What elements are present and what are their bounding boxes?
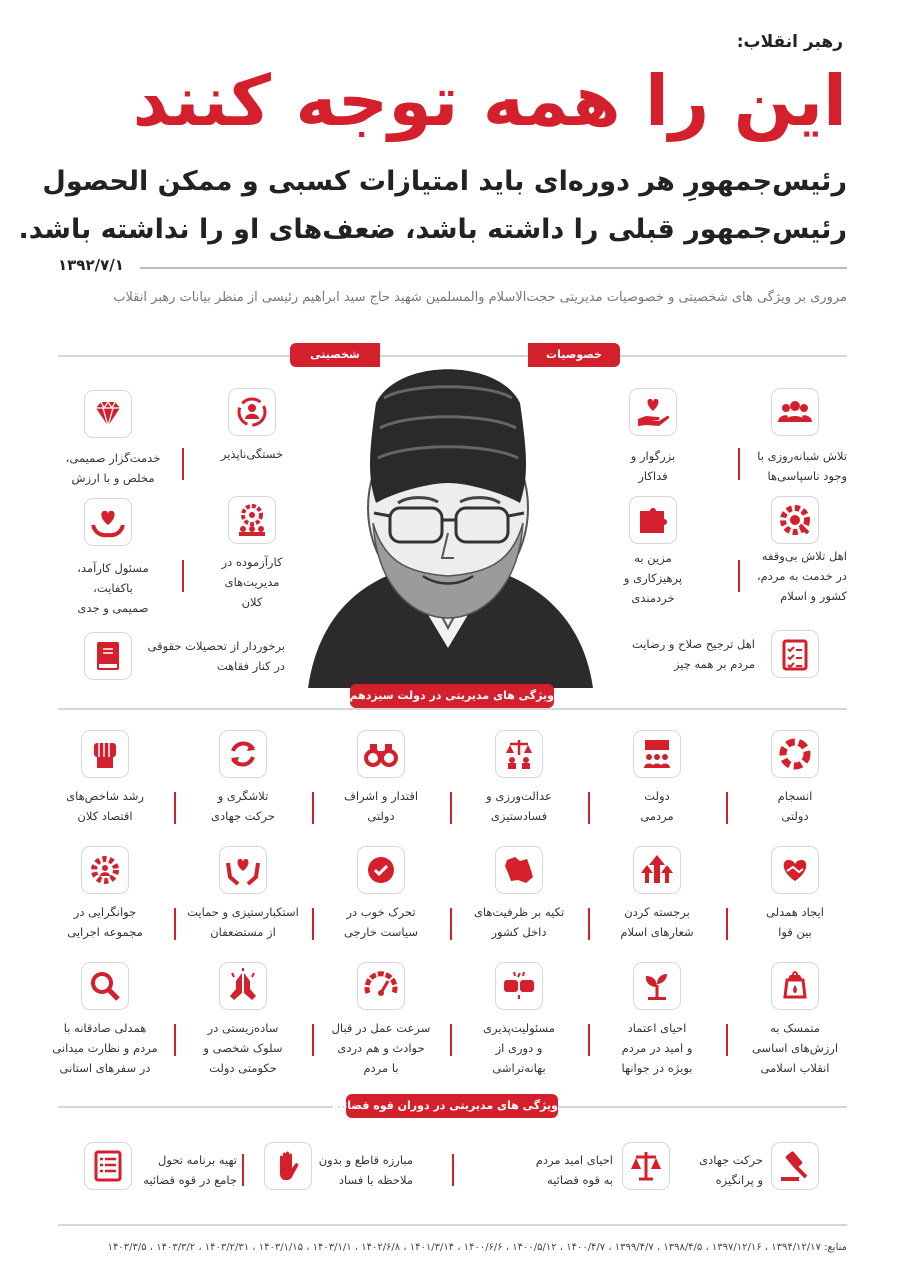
iran-map-icon [495,846,543,894]
separator [450,1024,452,1056]
government-trait-label: استکبارستیزی و حمایت از مستضعفان [187,905,299,939]
trait-label: برخوردار از تحصیلات حقوقی در کنار فقاهت [147,639,285,673]
people-board-icon [633,730,681,778]
lantern-icon [771,962,819,1010]
person-cycle-icon [228,388,276,436]
diamond-icon [84,390,132,438]
trait-label: خدمت‌گزار صمیمی، مخلص و با ارزش [65,451,161,485]
heart-hands-icon [84,498,132,546]
pill-judiciary: ویژگی های مدیریتی در دوران قوه قضائیه [346,1094,558,1118]
quote-line-1: رئیس‌جمهورِ هر دوره‌ای باید امتیازات کسبی و ممکن الحصول [42,166,847,197]
team-gear-icon [228,496,276,544]
government-trait-label: سرعت عمل در قبال حوادث و هم دردی با مردم [331,1021,431,1075]
judiciary-label: مبارزه قاطع و بدون ملاحظه با فساد [318,1153,413,1187]
trait-label: اهل ترجیح صلاح و رضایت مردم بر همه چیز [631,637,755,671]
government-trait-label: متمسک به ارزش‌های اساسی انقلاب اسلامی [751,1021,839,1075]
up-arrows-icon [633,846,681,894]
protect-heart-icon [219,846,267,894]
government-trait-label: مسئولیت‌پذیری و دوری از بهانه‌تراشی [483,1021,555,1075]
check-circle-icon [357,846,405,894]
separator [312,1024,314,1056]
divider [140,267,847,269]
separator [174,792,176,824]
separator [242,1154,244,1186]
footer-rule [58,1224,847,1226]
government-trait-label: تکیه بر ظرفیت‌های داخل کشور [473,905,565,939]
separator [312,908,314,940]
gauge-icon [357,962,405,1010]
separator [726,792,728,824]
trait-label: بزرگوار و فداکار [630,449,676,483]
government-trait-label: اقتدار و اشراف دولتی [343,789,419,823]
section2-rule [58,708,847,710]
quote-line-2: رئیس‌جمهور قبلی را داشته باشد، ضعف‌های او را نداشته باشد. [18,214,847,245]
trait-label: تلاش شبانه‌روزی با وجود ناسپاسی‌ها [757,449,847,483]
separator [174,1024,176,1056]
gavel-icon [771,1142,819,1190]
separator [588,908,590,940]
judiciary-label: حرکت جهادی و پرانگیزه [699,1153,763,1187]
raised-fist-icon [81,730,129,778]
binoculars-icon [357,730,405,778]
separator [182,560,184,592]
pill-personality: شخصیتی [290,343,380,367]
handshake-heart-icon [771,846,819,894]
separator [312,792,314,824]
government-trait-label: همدلی صادقانه با مردم و نظارت میدانی در سفرهای استانی [52,1021,158,1075]
trait-label: مسئول کارآمد، باکفایت، صمیمی و جدی [77,561,149,615]
date-bar [58,256,847,280]
separator [450,908,452,940]
pill-characteristics: خصوصیات [528,343,620,367]
separator [726,908,728,940]
government-trait-label: احیای اعتماد و امید در مردم بویژه در جوانها [621,1021,693,1075]
government-trait-label: برجسته کردن شعارهای اسلام [620,905,694,939]
separator [450,792,452,824]
unity-hands-icon [771,730,819,778]
separator [182,448,184,480]
scale-icon [622,1142,670,1190]
government-trait-label: انسجام دولتی [777,789,813,823]
government-trait-label: رشد شاخص‌های اقتصاد کلان [66,789,144,823]
portrait-illustration [298,318,598,688]
separator [174,908,176,940]
headline: این را همه توجه کنند [132,60,847,142]
separator [588,1024,590,1056]
kicker: رهبر انقلاب: [736,32,843,52]
separator [588,792,590,824]
trait-label: اهل تلاش بی‌وقفه در خدمت به مردم، کشور و اسلام [756,549,847,603]
trait-label: کارآزموده در مدیریت‌های کلان [221,555,283,609]
judiciary-label: احیای امید مردم به قوه قضائیه [535,1153,613,1187]
separator [726,1024,728,1056]
government-trait-label: تحرک خوب در سیاست خارجی [343,905,419,939]
gear-people-icon [81,846,129,894]
separator [452,1154,454,1186]
quote-date: ۱۳۹۲/۷/۱ [58,256,124,274]
government-trait-label: ساده‌زیستی در سلوک شخصی و حکومتی دولت [203,1021,283,1075]
government-trait-label: تلاشگری و حرکت جهادی [211,789,275,823]
government-trait-label: ایجاد همدلی بین قوا [766,905,824,939]
separator [738,448,740,480]
sprout-icon [633,962,681,1010]
fist-bump-icon [495,962,543,1010]
group-icon [771,388,819,436]
government-trait-label: عدالت‌ورزی و فسادستیزی [486,789,552,823]
heart-hand-icon [629,388,677,436]
subtitle: مروری بر ویژگی های شخصیتی و خصوصیات مدیریتی حجت‌الاسلام والمسلمین شهید حاج سید ابراهیم رئیسی از منظر بیانات رهبر انقلاب [113,290,847,305]
separator [738,560,740,592]
trait-label: خستگی‌ناپذیر [220,447,284,461]
government-trait-label: دولت مردمی [640,789,674,823]
trait-label: مزین به پرهیزکاری و خردمندی [623,551,683,605]
cycle-arrows-icon [219,730,267,778]
judiciary-label: تهیه برنامه تحول جامع در قوه قضائیه [143,1153,237,1187]
magnifier-icon [81,962,129,1010]
justice-scale-icon [495,730,543,778]
gear-wrench-icon [771,496,819,544]
checklist-icon [771,630,819,678]
puzzle-icon [629,496,677,544]
government-trait-label: جوانگرایی در مجموعه اجرایی [67,905,143,939]
praying-hands-icon [219,962,267,1010]
pill-government: ویژگی های مدیریتی در دولت سیزدهم [350,684,554,708]
sources: منابع: ۱۳۹۴/۱۲/۱۷ ، ۱۳۹۷/۱۲/۱۶ ، ۱۳۹۸/۴/۵ ، ۱۳۹۹/۴/۷ ، ۱۴۰۰/۴/۷ ، ۱۴۰۰/۵/۱۲ ، ۱۴۰۰/۶/۶ ، ۱۴۰۱/۳/۱۴ ، ۱۴۰۲/۶/۸ ، ۱۴۰۳/۱/۱ ، ۱۴۰۳/۱/۱۵ ، ۱۴۰۳/۲/۳۱ ، ۱۴۰۳/۳/۲ ، ۱۴۰۳/۳/۵ [107,1242,847,1253]
